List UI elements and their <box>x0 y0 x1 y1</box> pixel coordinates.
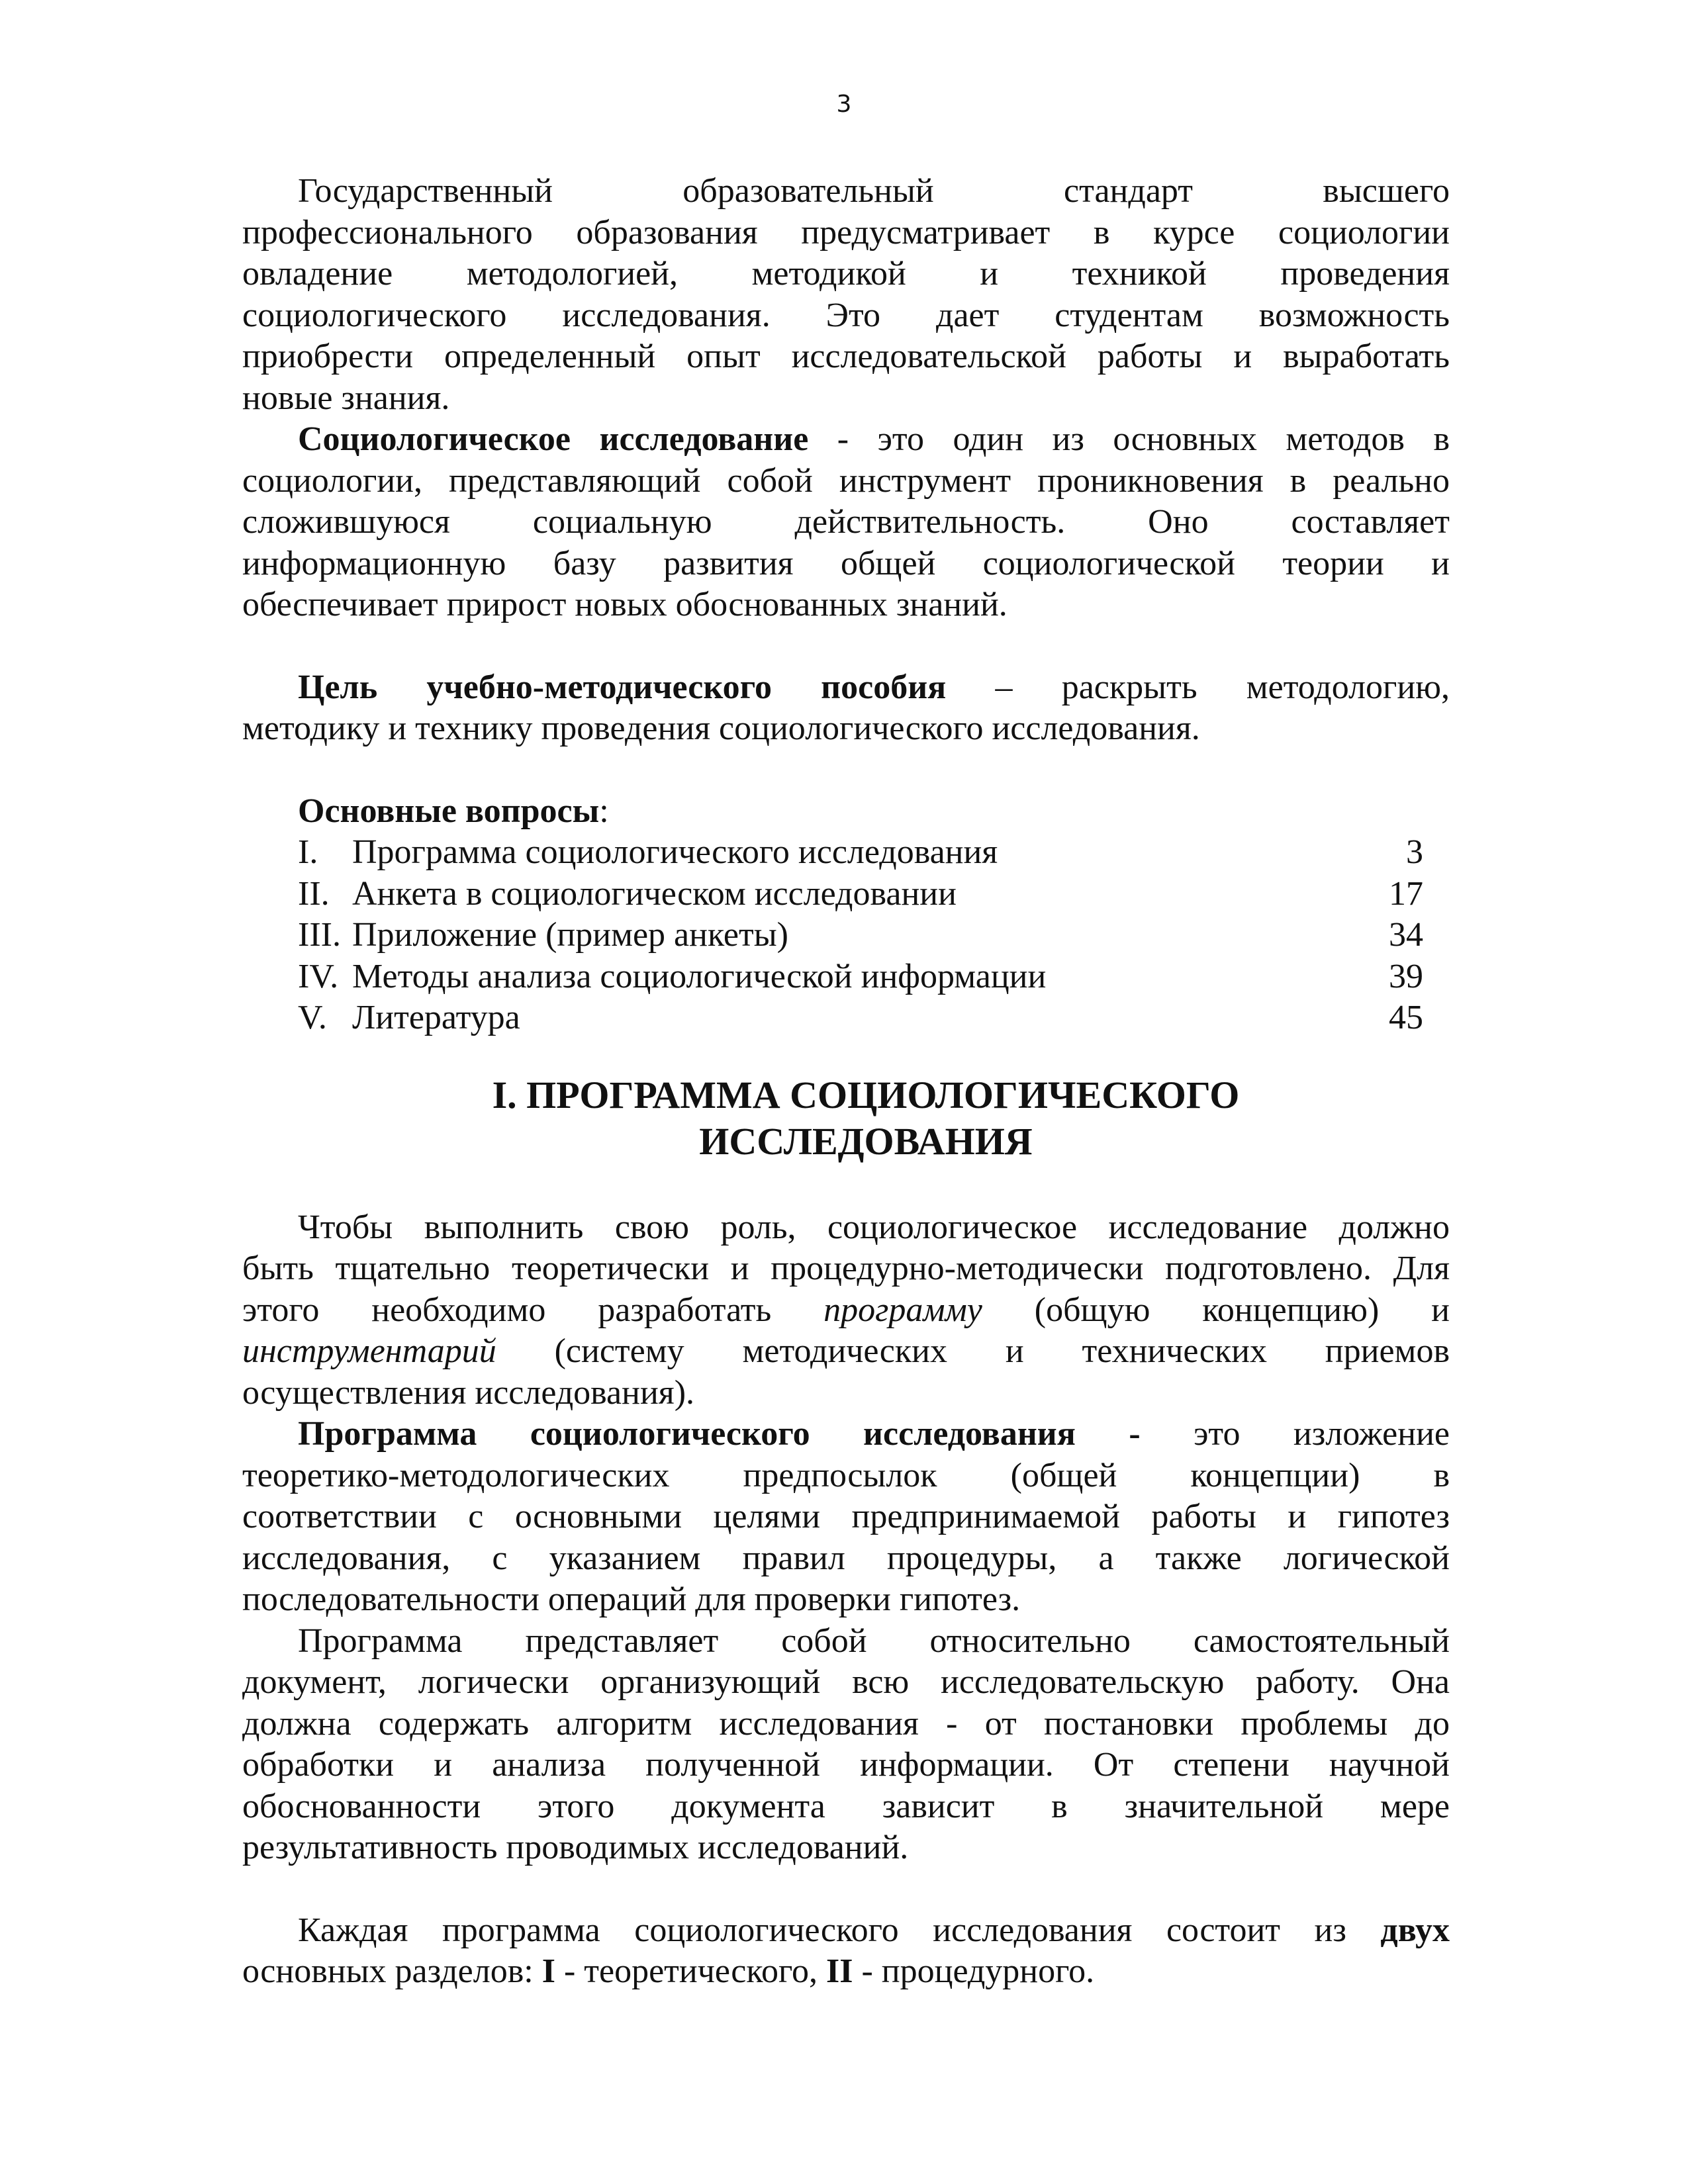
text-fragment: этого необходимо разработать <box>242 1291 824 1329</box>
paragraph-4 <box>242 1910 1450 1993</box>
text-line: Чтобы выполнить свою роль, социологическое исследование должно <box>298 1208 1450 1246</box>
section-title <box>242 1072 1450 1165</box>
goal-rest: – раскрыть методологию, <box>946 668 1450 706</box>
toc-item-page: 39 <box>1389 957 1423 995</box>
text-line: приобрести определенный опыт исследовательской работы и выработать <box>242 338 1450 375</box>
text-line: обработки и анализа полученной информации. От степени научной <box>242 1746 1450 1784</box>
text-line: обеспечивает прирост новых обоснованных знаний. <box>242 586 1008 623</box>
text-line: соответствии с основными целями предпринимаемой работы и гипотез <box>242 1498 1450 1535</box>
text-line: результативность проводимых исследований. <box>242 1829 909 1866</box>
spacer <box>242 750 1450 791</box>
text-line <box>242 1951 1450 1993</box>
section-title-line: ИССЛЕДОВАНИЯ <box>699 1119 1033 1163</box>
toc-item-label: Программа социологического исследования <box>352 833 998 871</box>
toc-item <box>242 915 1423 956</box>
text-line: профессионального образования предусматривает в курсе социологии <box>242 213 1450 251</box>
paragraph-3 <box>242 1621 1450 1869</box>
toc-item <box>242 956 1423 998</box>
spacer <box>242 1869 1450 1910</box>
text-line: документ, логически организующий всю исследовательскую работу. Она <box>242 1663 1450 1701</box>
text-line: последовательности операций для проверки гипотез. <box>242 1580 1021 1618</box>
text-column <box>242 171 1450 1993</box>
definition-paragraph <box>242 419 1450 626</box>
definition-term: Социологическое исследование <box>298 420 809 458</box>
section-title-line: I. ПРОГРАММА СОЦИОЛОГИЧЕСКОГО <box>492 1073 1240 1116</box>
text-line: должна содержать алгоритм исследования - от постановки проблемы до <box>242 1704 1450 1743</box>
paragraph-1 <box>242 1207 1450 1414</box>
paragraph-2 <box>242 1414 1450 1621</box>
goal-term: Цель учебно-методического пособия <box>298 668 947 706</box>
toc-item-page: 17 <box>1389 874 1423 913</box>
spacer <box>242 1039 1450 1072</box>
text-fragment: (систему методических и технических приемов <box>496 1332 1450 1370</box>
bold-numeral: II <box>825 1952 853 1990</box>
intro-paragraph <box>242 171 1450 419</box>
text-line: обоснованности этого документа зависит в значительной мере <box>242 1787 1450 1825</box>
definition-rest: - это один из основных методов в <box>808 420 1450 458</box>
spacer <box>242 626 1450 667</box>
toc-list <box>242 832 1450 1039</box>
toc-heading-suffix: : <box>599 792 609 830</box>
toc-item <box>242 832 1423 874</box>
text-line: методику и технику проведения социологического исследования. <box>242 709 1200 747</box>
bold-word: двух <box>1380 1911 1450 1949</box>
goal-paragraph <box>242 667 1450 750</box>
text-line: новые знания. <box>242 379 450 417</box>
text-line: быть тщательно теоретически и процедурно-методически подготовлено. Для <box>242 1250 1450 1287</box>
page-number: 3 <box>836 91 852 118</box>
toc-item-number: V. <box>298 999 327 1036</box>
toc-item-number: III. <box>298 916 341 954</box>
text-line: социологии, представляющий собой инструмент проникновения в реально <box>242 461 1450 500</box>
text-fragment: (общую концепцию) и <box>982 1291 1450 1329</box>
text-line <box>242 1331 1450 1373</box>
text-fragment: - теоретического, <box>555 1952 826 1990</box>
toc-item-number: I. <box>298 833 318 871</box>
text-line: овладение методологией, методикой и техникой проведения <box>242 255 1450 293</box>
toc-item-page: 3 <box>1406 833 1423 871</box>
toc-item-page: 34 <box>1389 916 1423 954</box>
program-term: Программа социологического исследования - <box>298 1415 1141 1453</box>
text-line: Программа представляет собой относительно самостоятельный <box>298 1621 1450 1660</box>
toc-item-number: II. <box>298 874 330 913</box>
text-line: Государственный образовательный стандарт высшего <box>298 172 1450 210</box>
toc-item-page: 45 <box>1389 999 1423 1036</box>
toc-item-label: Литература <box>352 999 520 1036</box>
text-fragment: Каждая программа социологического исследования состоит из <box>298 1911 1381 1949</box>
toc-item-number: IV. <box>298 957 339 995</box>
toc-item-label: Анкета в социологическом исследовании <box>352 874 957 913</box>
text-line <box>242 667 1450 709</box>
text-line: исследования, с указанием правил процедуры, а также логической <box>242 1539 1450 1577</box>
toc <box>242 791 1450 1039</box>
spacer <box>242 1165 1450 1207</box>
text-fragment: основных разделов: <box>242 1952 542 1990</box>
toc-heading-text: Основные вопросы <box>298 792 600 830</box>
italic-term: инструментарий <box>242 1332 496 1370</box>
italic-term: программу <box>823 1291 982 1329</box>
text-line <box>242 1414 1450 1455</box>
text-fragment: - процедурного. <box>853 1952 1095 1990</box>
text-line <box>242 419 1450 461</box>
text-line <box>242 1910 1450 1952</box>
toc-item <box>242 874 1423 915</box>
bold-numeral: I <box>541 1952 555 1990</box>
toc-item <box>242 997 1423 1039</box>
text-line: сложившуюся социальную действительность. Оно составляет <box>242 503 1450 541</box>
text-fragment: это изложение <box>1140 1415 1450 1453</box>
text-line: информационную базу развития общей социологической теории и <box>242 544 1450 582</box>
text-line: социологического исследования. Это дает студентам возможность <box>242 296 1450 334</box>
toc-item-label: Приложение (пример анкеты) <box>352 916 788 954</box>
toc-heading <box>242 791 1450 833</box>
text-line <box>242 1290 1450 1332</box>
text-line: осуществления исследования). <box>242 1373 695 1412</box>
text-line: теоретико-методологических предпосылок (общей концепции) в <box>242 1456 1450 1494</box>
toc-item-label: Методы анализа социологической информации <box>352 957 1047 995</box>
